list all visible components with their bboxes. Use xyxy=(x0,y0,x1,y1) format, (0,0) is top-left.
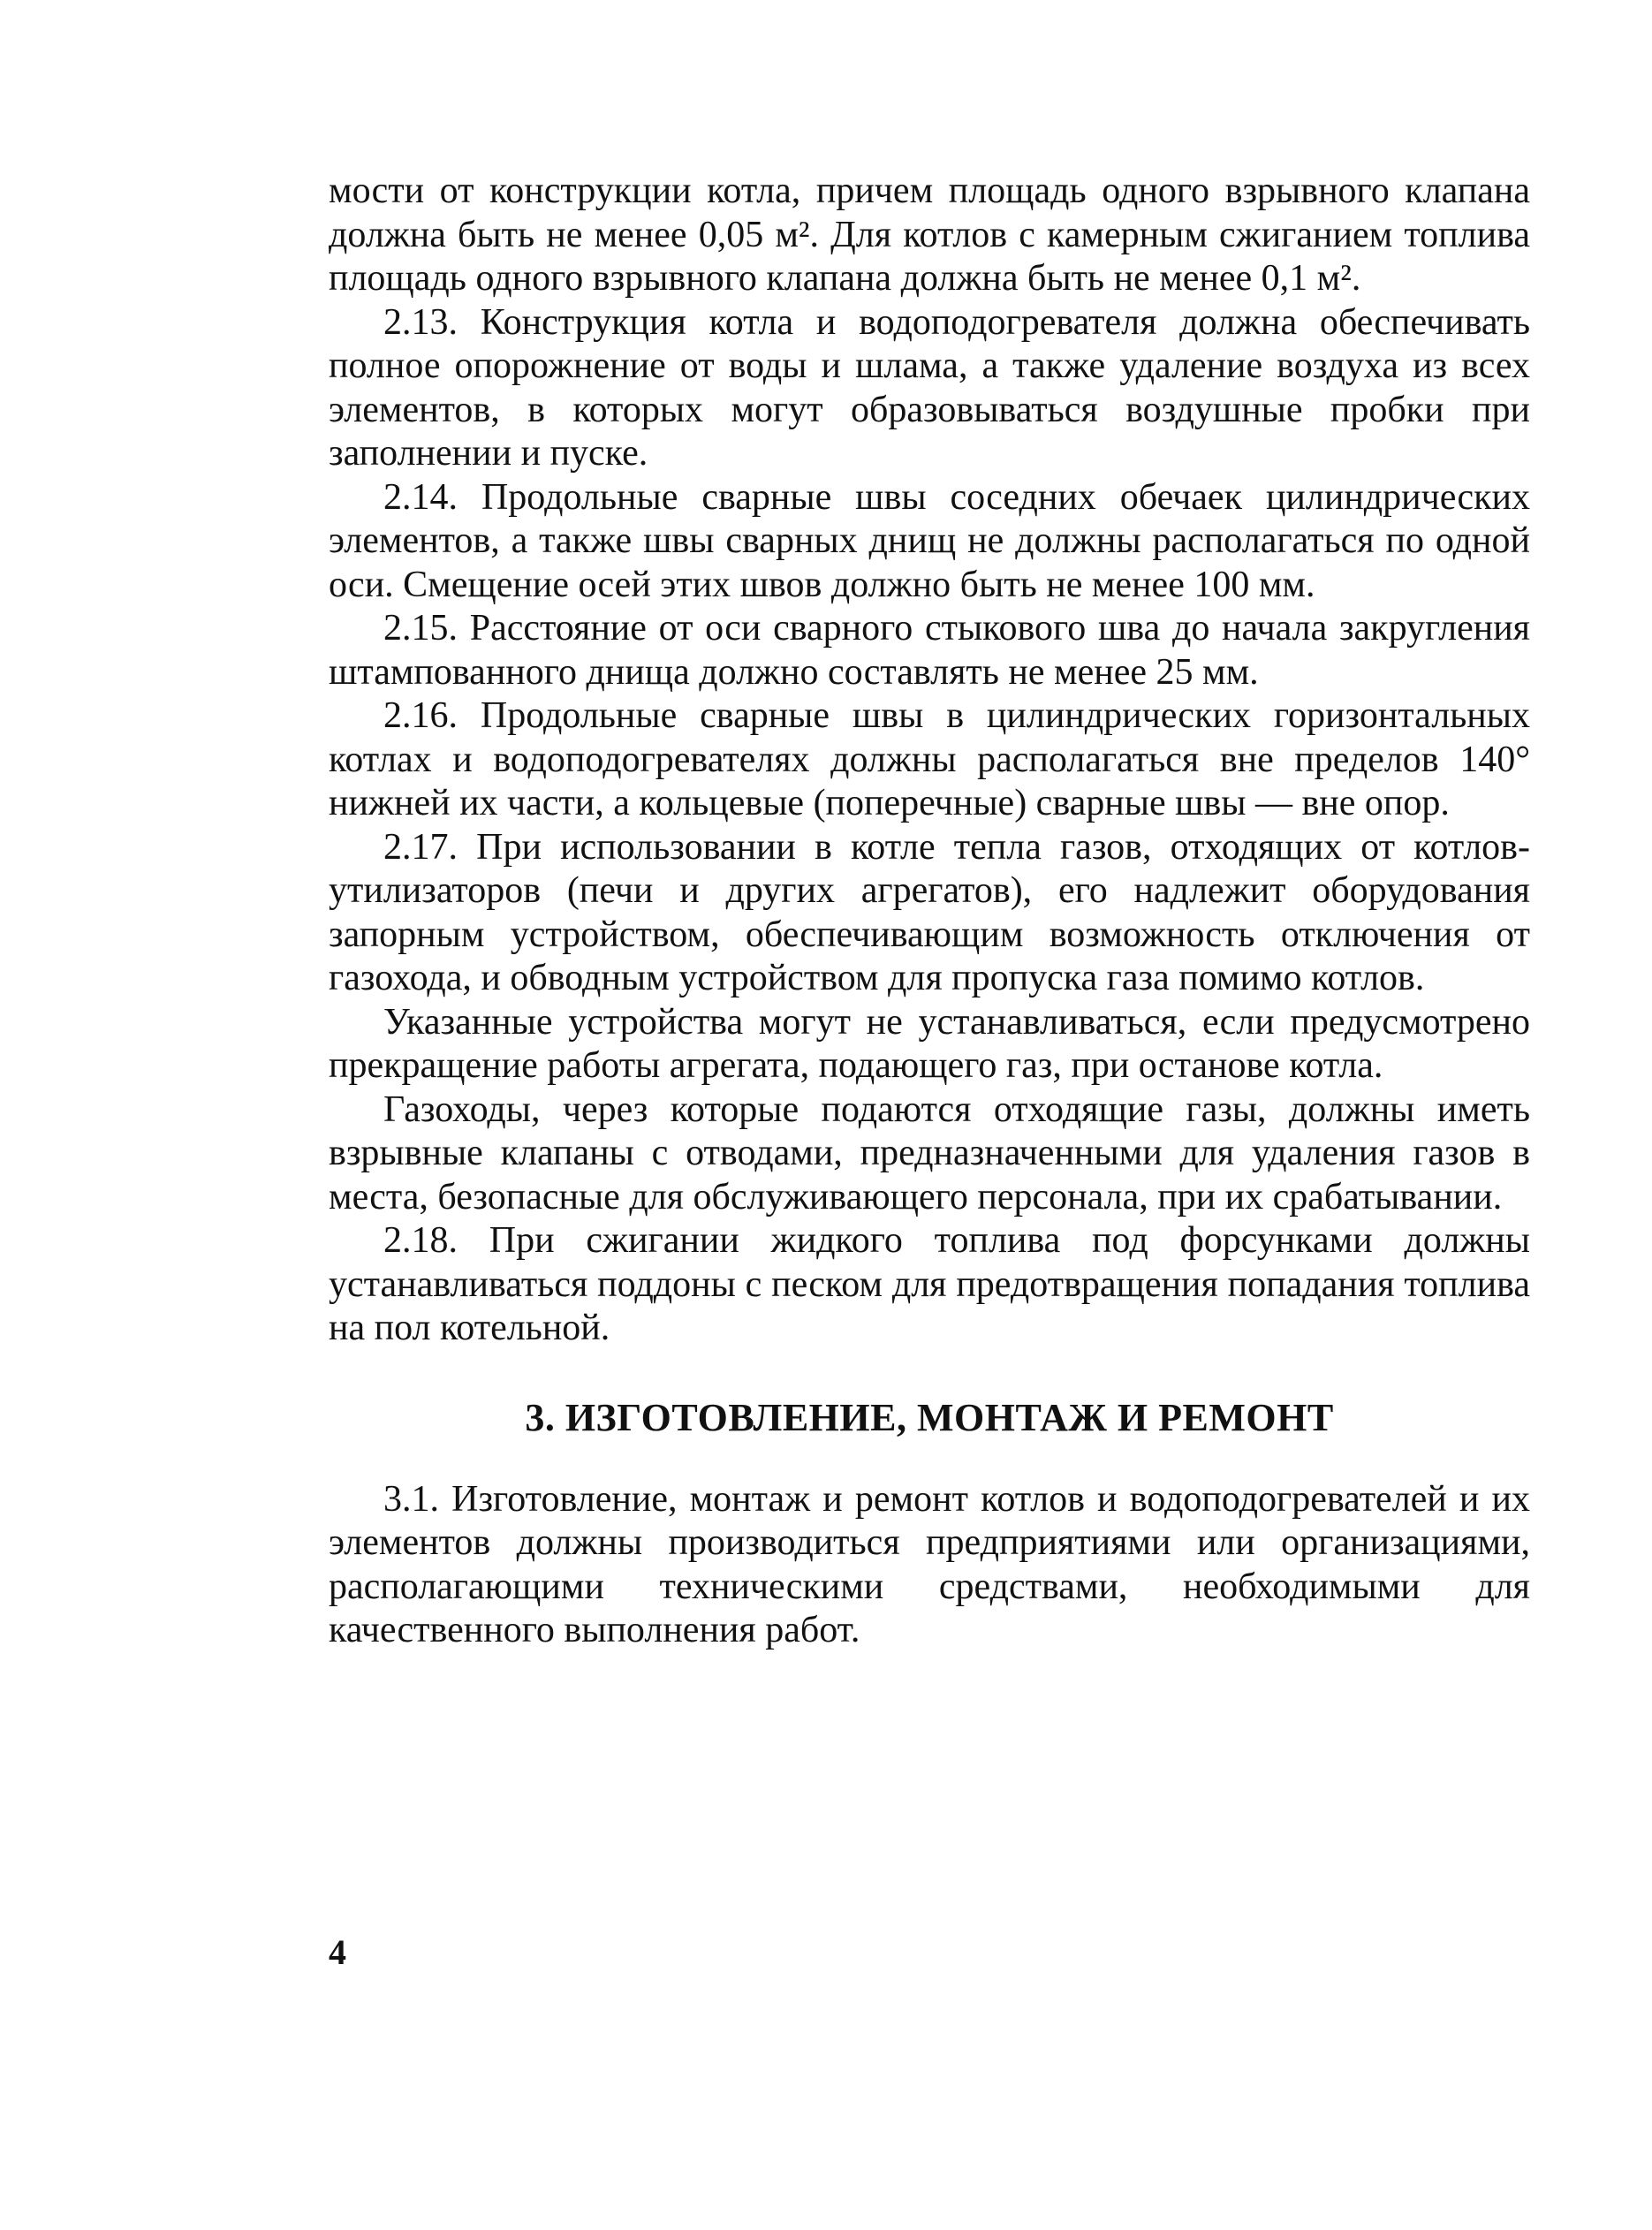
paragraph-2-16: 2.16. Продольные сварные швы в цилиндрических горизонтальных котлах и водоподогревателях должны располагаться вне пределов 140° нижней их части, а кольцевые (поперечные) сварные швы — вне опор. xyxy=(329,695,1530,823)
document-page xyxy=(329,170,1530,1653)
paragraph-continuation: мости от конструкции котла, причем площадь одного взрывного клапана должна быть не менее 0,05 м². Для котлов с камерным сжиганием топлива площадь одного взрывного клапана должна быть не менее 0,1 м². xyxy=(329,171,1530,299)
paragraph-2-14: 2.14. Продольные сварные швы соседних обечаек цилиндрических элементов, а также швы сварных днищ не должны располагаться по одной оси. Смещение осей этих швов должно быть не менее 100 мм. xyxy=(329,476,1530,605)
page-number: 4 xyxy=(329,1932,346,1972)
paragraph-2-15: 2.15. Расстояние от оси сварного стыкового шва до начала закругления штампованного днища должно составлять не менее 25 мм. xyxy=(329,608,1530,693)
paragraph-3-1: 3.1. Изготовление, монтаж и ремонт котлов и водоподогревателей и их элементов должны производиться предприятиями или организациями, располагающими техническими средствами, необходимыми для качественного выполнения работ. xyxy=(329,1478,1530,1650)
paragraph-2-13: 2.13. Конструкция котла и водоподогревателя должна обеспечивать полное опорожнение от воды и шлама, а также удаление воздуха из всех элементов, в которых могут образовываться воздушные пробки при заполнении и пуске. xyxy=(329,301,1530,474)
paragraph-flues-note: Газоходы, через которые подаются отходящие газы, должны иметь взрывные клапаны с отводами, предназначенными для удаления газов в места, безопасные для обслуживающего персонала, при их срабатывании. xyxy=(329,1088,1530,1217)
paragraph-2-18: 2.18. При сжигании жидкого топлива под форсунками должны устанавливаться поддоны с песком для предотвращения попадания топлива на пол котельной. xyxy=(329,1220,1530,1348)
section-heading: 3. ИЗГОТОВЛЕНИЕ, МОНТАЖ И РЕМОНТ xyxy=(525,1395,1334,1439)
paragraph-devices-note: Указанные устройства могут не устанавливаться, если предусмотрено прекращение работы агрегата, подающего газ, при останове котла. xyxy=(329,1001,1530,1086)
paragraph-2-17: 2.17. При использовании в котле тепла газов, отходящих от котлов-утилизаторов (печи и других агрегатов), его надлежит оборудования запорным устройством, обеспечивающим возможность отключения от газохода, и обводным устройством для пропуска газа помимо котлов. xyxy=(329,826,1530,998)
